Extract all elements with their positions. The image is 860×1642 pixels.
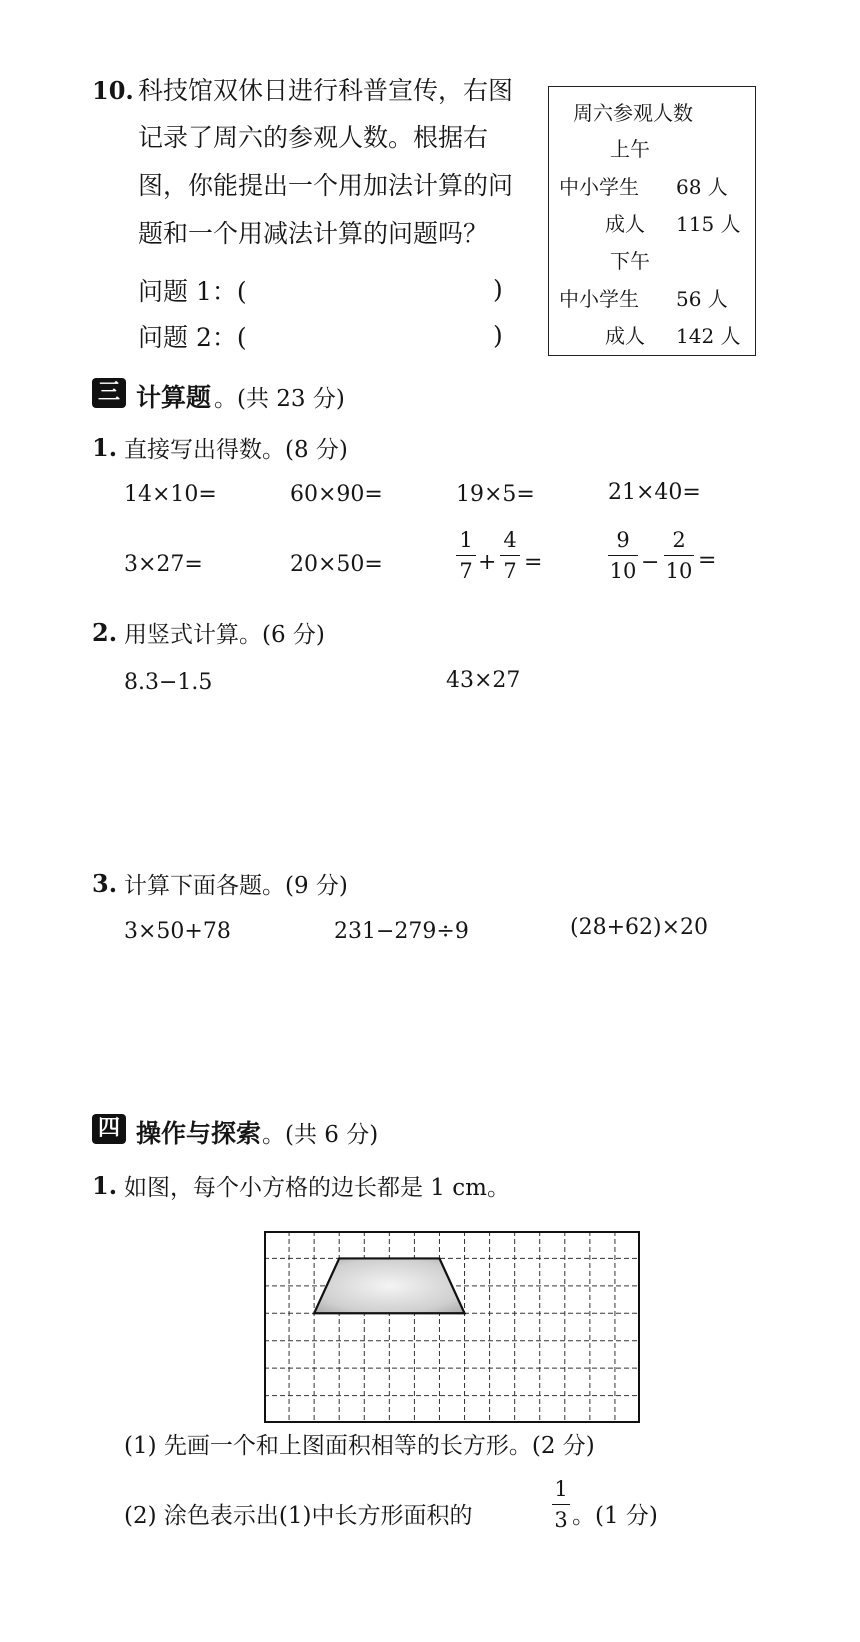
trapezoid-shape — [314, 1258, 464, 1313]
expression: 20×50= — [290, 552, 383, 577]
numerator: 4 — [503, 528, 517, 552]
section-badge: 三 — [92, 378, 126, 408]
question-text: 如图，每个小方格的边长都是 1 cm。 — [124, 1175, 510, 1201]
visitor-count-table — [548, 86, 756, 356]
afternoon-adult-count: 142 人 — [676, 324, 741, 348]
fraction — [664, 527, 694, 584]
table-title: 周六参观人数 — [573, 101, 693, 125]
equals-sign: = — [524, 550, 543, 575]
grid-svg — [264, 1231, 640, 1423]
problem-2-close: ) — [493, 321, 503, 350]
sub-question-2-text: (2) 涂色表示出(1)中长方形面积的 — [124, 1503, 473, 1529]
afternoon-adult-label: 成人 — [605, 324, 645, 348]
expression: 8.3−1.5 — [124, 670, 213, 695]
expression: 21×40= — [608, 480, 701, 505]
fraction — [608, 527, 638, 584]
expression: 3×27= — [124, 552, 203, 577]
fraction — [500, 527, 520, 584]
problem-2-label: 问题 2：( — [138, 323, 247, 352]
numerator: 1 — [459, 528, 473, 552]
question-number: 1. — [92, 1171, 118, 1200]
section-title: 操作与探索 — [136, 1119, 262, 1148]
sub-question-2-score: 。(1 分) — [572, 1503, 658, 1529]
question-text-line: 图，你能提出一个用加法计算的问 — [138, 171, 514, 200]
square-grid-figure — [264, 1231, 640, 1427]
morning-student-count: 68 人 — [676, 175, 728, 199]
section-score: 。(共 6 分) — [262, 1122, 379, 1148]
question-text: 用竖式计算。(6 分) — [124, 622, 325, 648]
question-number: 2. — [92, 618, 118, 647]
section-badge: 四 — [92, 1114, 126, 1144]
morning-adult-count: 115 人 — [676, 212, 741, 236]
question-number: 3. — [92, 869, 118, 898]
sub-question-1: (1) 先画一个和上图面积相等的长方形。(2 分) — [124, 1433, 595, 1459]
numerator: 2 — [672, 528, 686, 552]
expression: 3×50+78 — [124, 919, 231, 944]
denominator: 7 — [503, 559, 517, 583]
morning-label: 上午 — [610, 137, 650, 161]
question-text-line: 记录了周六的参观人数。根据右 — [138, 123, 489, 152]
fraction — [552, 1476, 570, 1533]
afternoon-student-label: 中小学生 — [559, 287, 639, 311]
numerator: 1 — [554, 1477, 568, 1501]
grid-lines — [264, 1231, 640, 1423]
problem-1-close: ) — [493, 275, 503, 304]
morning-adult-label: 成人 — [605, 212, 645, 236]
fraction — [456, 527, 476, 584]
numerator: 9 — [616, 528, 630, 552]
expression: 19×5= — [456, 482, 535, 507]
operator: + — [478, 550, 497, 575]
question-number: 1. — [92, 433, 118, 462]
grid-border — [265, 1232, 639, 1422]
denominator: 10 — [665, 559, 693, 583]
expression: 231−279÷9 — [334, 919, 469, 944]
section-title: 计算题 — [136, 383, 212, 412]
expression: 43×27 — [446, 668, 521, 693]
denominator: 7 — [459, 559, 473, 583]
denominator: 3 — [554, 1508, 568, 1532]
afternoon-label: 下午 — [610, 249, 650, 273]
morning-student-label: 中小学生 — [559, 175, 639, 199]
operator: − — [641, 550, 660, 575]
expression: (28+62)×20 — [570, 915, 709, 940]
expression: 60×90= — [290, 482, 383, 507]
section-score: 。(共 23 分) — [214, 386, 345, 412]
question-text: 直接写出得数。(8 分) — [124, 437, 348, 463]
denominator: 10 — [609, 559, 637, 583]
question-text-line: 科技馆双休日进行科普宣传，右图 — [138, 76, 514, 105]
question-text-line: 题和一个用减法计算的问题吗？ — [138, 219, 489, 248]
expression: 14×10= — [124, 482, 217, 507]
question-number: 10. — [92, 76, 134, 105]
question-text: 计算下面各题。(9 分) — [124, 873, 348, 899]
equals-sign: = — [698, 548, 717, 573]
problem-1-label: 问题 1：( — [138, 277, 247, 306]
afternoon-student-count: 56 人 — [676, 287, 728, 311]
